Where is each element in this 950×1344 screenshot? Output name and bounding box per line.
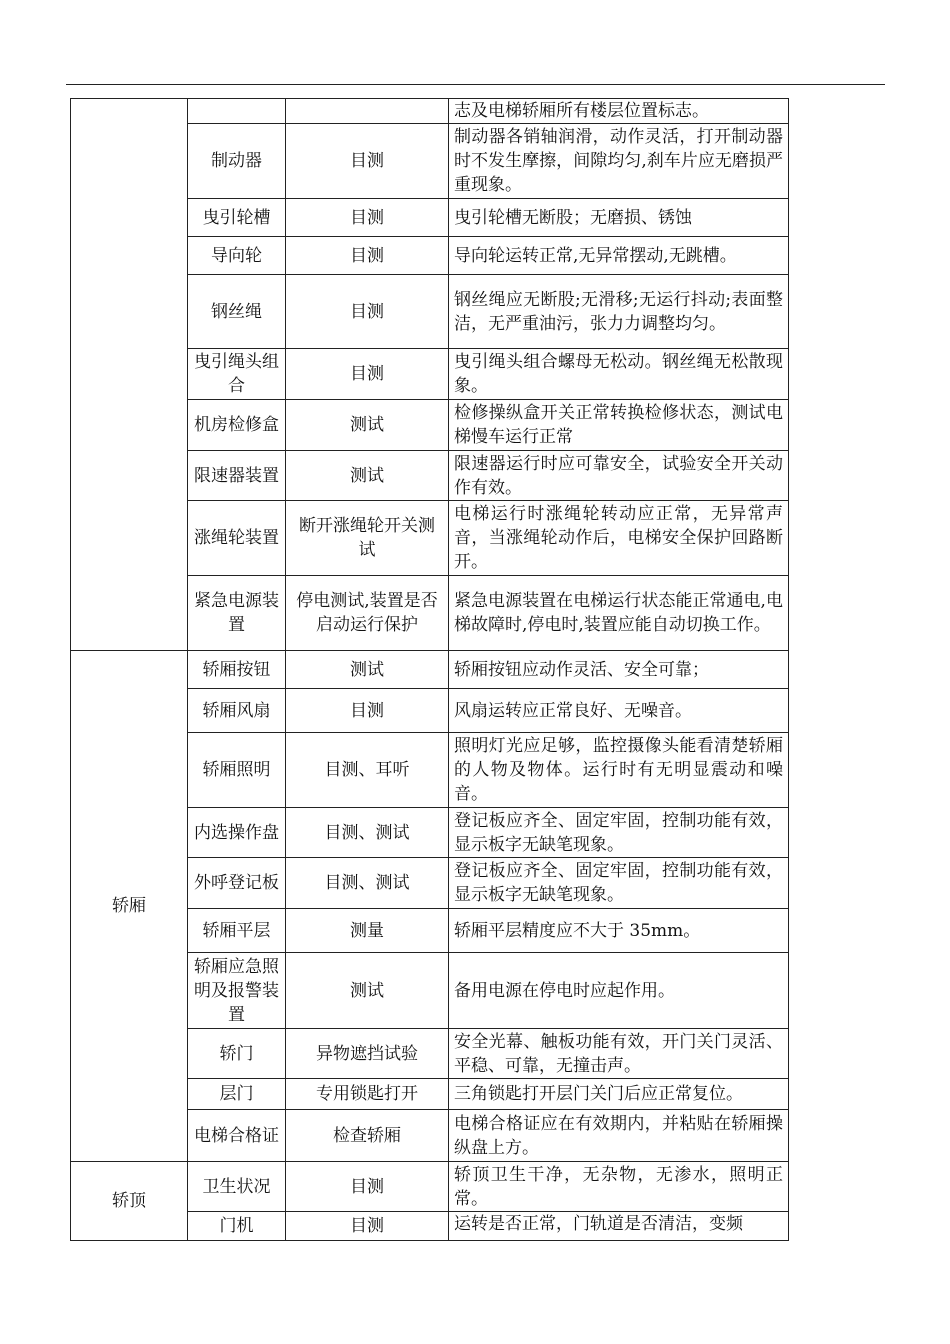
- method-cell: 测量: [286, 909, 449, 953]
- item-cell: 层门: [188, 1079, 286, 1110]
- item-cell: 内选操作盘: [188, 808, 286, 858]
- item-cell: 外呼登记板: [188, 858, 286, 909]
- requirement-cell: 曳引绳头组合螺母无松动。钢丝绳无松散现象。: [449, 349, 789, 400]
- table-row: [71, 651, 789, 689]
- method-cell: 异物遮挡试验: [286, 1029, 449, 1079]
- requirement-cell: 电梯合格证应在有效期内，并粘贴在轿厢操纵盘上方。: [449, 1110, 789, 1162]
- item-cell: [188, 99, 286, 124]
- method-cell: [286, 99, 449, 124]
- item-cell: 轿厢风扇: [188, 689, 286, 733]
- item-cell: 轿厢平层: [188, 909, 286, 953]
- method-cell: 目测、耳听: [286, 733, 449, 808]
- requirement-cell: 轿厢平层精度应不大于 35mm。: [449, 909, 789, 953]
- method-cell: 测试: [286, 651, 449, 689]
- item-cell: 轿厢应急照明及报警装置: [188, 953, 286, 1029]
- item-cell: 涨绳轮装置: [188, 501, 286, 576]
- inspection-table: [70, 98, 789, 1241]
- item-cell: 卫生状况: [188, 1162, 286, 1212]
- requirement-cell: 曳引轮槽无断股；无磨损、锈蚀: [449, 199, 789, 237]
- item-cell: 制动器: [188, 124, 286, 199]
- method-cell: 目测: [286, 689, 449, 733]
- item-cell: 轿厢按钮: [188, 651, 286, 689]
- item-cell: 轿门: [188, 1029, 286, 1079]
- item-cell: 门机: [188, 1212, 286, 1241]
- method-cell: 测试: [286, 451, 449, 501]
- method-cell: 专用锁匙打开: [286, 1079, 449, 1110]
- method-cell: 目测: [286, 1162, 449, 1212]
- requirement-cell: 照明灯光应足够，监控摄像头能看清楚轿厢的人物及物体。运行时有无明显震动和噪音。: [449, 733, 789, 808]
- requirement-cell: 备用电源在停电时应起作用。: [449, 953, 789, 1029]
- item-cell: 钢丝绳: [188, 275, 286, 349]
- requirement-cell: 轿顶卫生干净，无杂物，无渗水，照明正常。: [449, 1162, 789, 1212]
- header-rule: [66, 84, 885, 85]
- requirement-cell: 钢丝绳应无断股;无滑移;无运行抖动;表面整洁，无严重油污，张力力调整均匀。: [449, 275, 789, 349]
- requirement-cell: 登记板应齐全、固定牢固，控制功能有效，显示板字无缺笔现象。: [449, 808, 789, 858]
- item-cell: 电梯合格证: [188, 1110, 286, 1162]
- method-cell: 目测: [286, 124, 449, 199]
- item-cell: 紧急电源装置: [188, 576, 286, 651]
- method-cell: 目测: [286, 1212, 449, 1241]
- item-cell: 导向轮: [188, 237, 286, 275]
- method-cell: 目测、测试: [286, 808, 449, 858]
- requirement-cell: 三角锁匙打开层门关门后应正常复位。: [449, 1079, 789, 1110]
- requirement-cell: 安全光幕、触板功能有效，开门关门灵活、平稳、可靠，无撞击声。: [449, 1029, 789, 1079]
- method-cell: 目测: [286, 199, 449, 237]
- requirement-cell: 风扇运转应正常良好、无噪音。: [449, 689, 789, 733]
- item-cell: 曳引轮槽: [188, 199, 286, 237]
- item-cell: 限速器装置: [188, 451, 286, 501]
- method-cell: 断开涨绳轮开关测试: [286, 501, 449, 576]
- requirement-cell: 志及电梯轿厢所有楼层位置标志。: [449, 99, 789, 124]
- requirement-cell: 紧急电源装置在电梯运行状态能正常通电,电梯故障时,停电时,装置应能自动切换工作。: [449, 576, 789, 651]
- requirement-cell: 运转是否正常，门轨道是否清洁，变频: [449, 1212, 789, 1241]
- category-cell-car-top: 轿顶: [71, 1162, 188, 1241]
- requirement-cell: 导向轮运转正常,无异常摆动,无跳槽。: [449, 237, 789, 275]
- category-cell-machine-room: [71, 99, 188, 651]
- requirement-cell: 限速器运行时应可靠安全，试验安全开关动作有效。: [449, 451, 789, 501]
- item-cell: 轿厢照明: [188, 733, 286, 808]
- method-cell: 停电测试,装置是否启动运行保护: [286, 576, 449, 651]
- requirement-cell: 检修操纵盒开关正常转换检修状态，测试电梯慢车运行正常: [449, 400, 789, 451]
- method-cell: 目测: [286, 275, 449, 349]
- method-cell: 测试: [286, 953, 449, 1029]
- table-row: [71, 99, 789, 124]
- item-cell: 机房检修盒: [188, 400, 286, 451]
- method-cell: 检查轿厢: [286, 1110, 449, 1162]
- requirement-cell: 轿厢按钮应动作灵活、安全可靠；: [449, 651, 789, 689]
- method-cell: 目测、测试: [286, 858, 449, 909]
- method-cell: 目测: [286, 349, 449, 400]
- method-cell: 测试: [286, 400, 449, 451]
- requirement-cell: 登记板应齐全、固定牢固，控制功能有效，显示板字无缺笔现象。: [449, 858, 789, 909]
- table-row: [71, 1162, 789, 1212]
- category-cell-car: 轿厢: [71, 651, 188, 1162]
- requirement-cell: 电梯运行时涨绳轮转动应正常，无异常声音，当涨绳轮动作后，电梯安全保护回路断开。: [449, 501, 789, 576]
- requirement-cell: 制动器各销轴润滑，动作灵活，打开制动器时不发生摩擦，间隙均匀,刹车片应无磨损严重现象。: [449, 124, 789, 199]
- method-cell: 目测: [286, 237, 449, 275]
- item-cell: 曳引绳头组合: [188, 349, 286, 400]
